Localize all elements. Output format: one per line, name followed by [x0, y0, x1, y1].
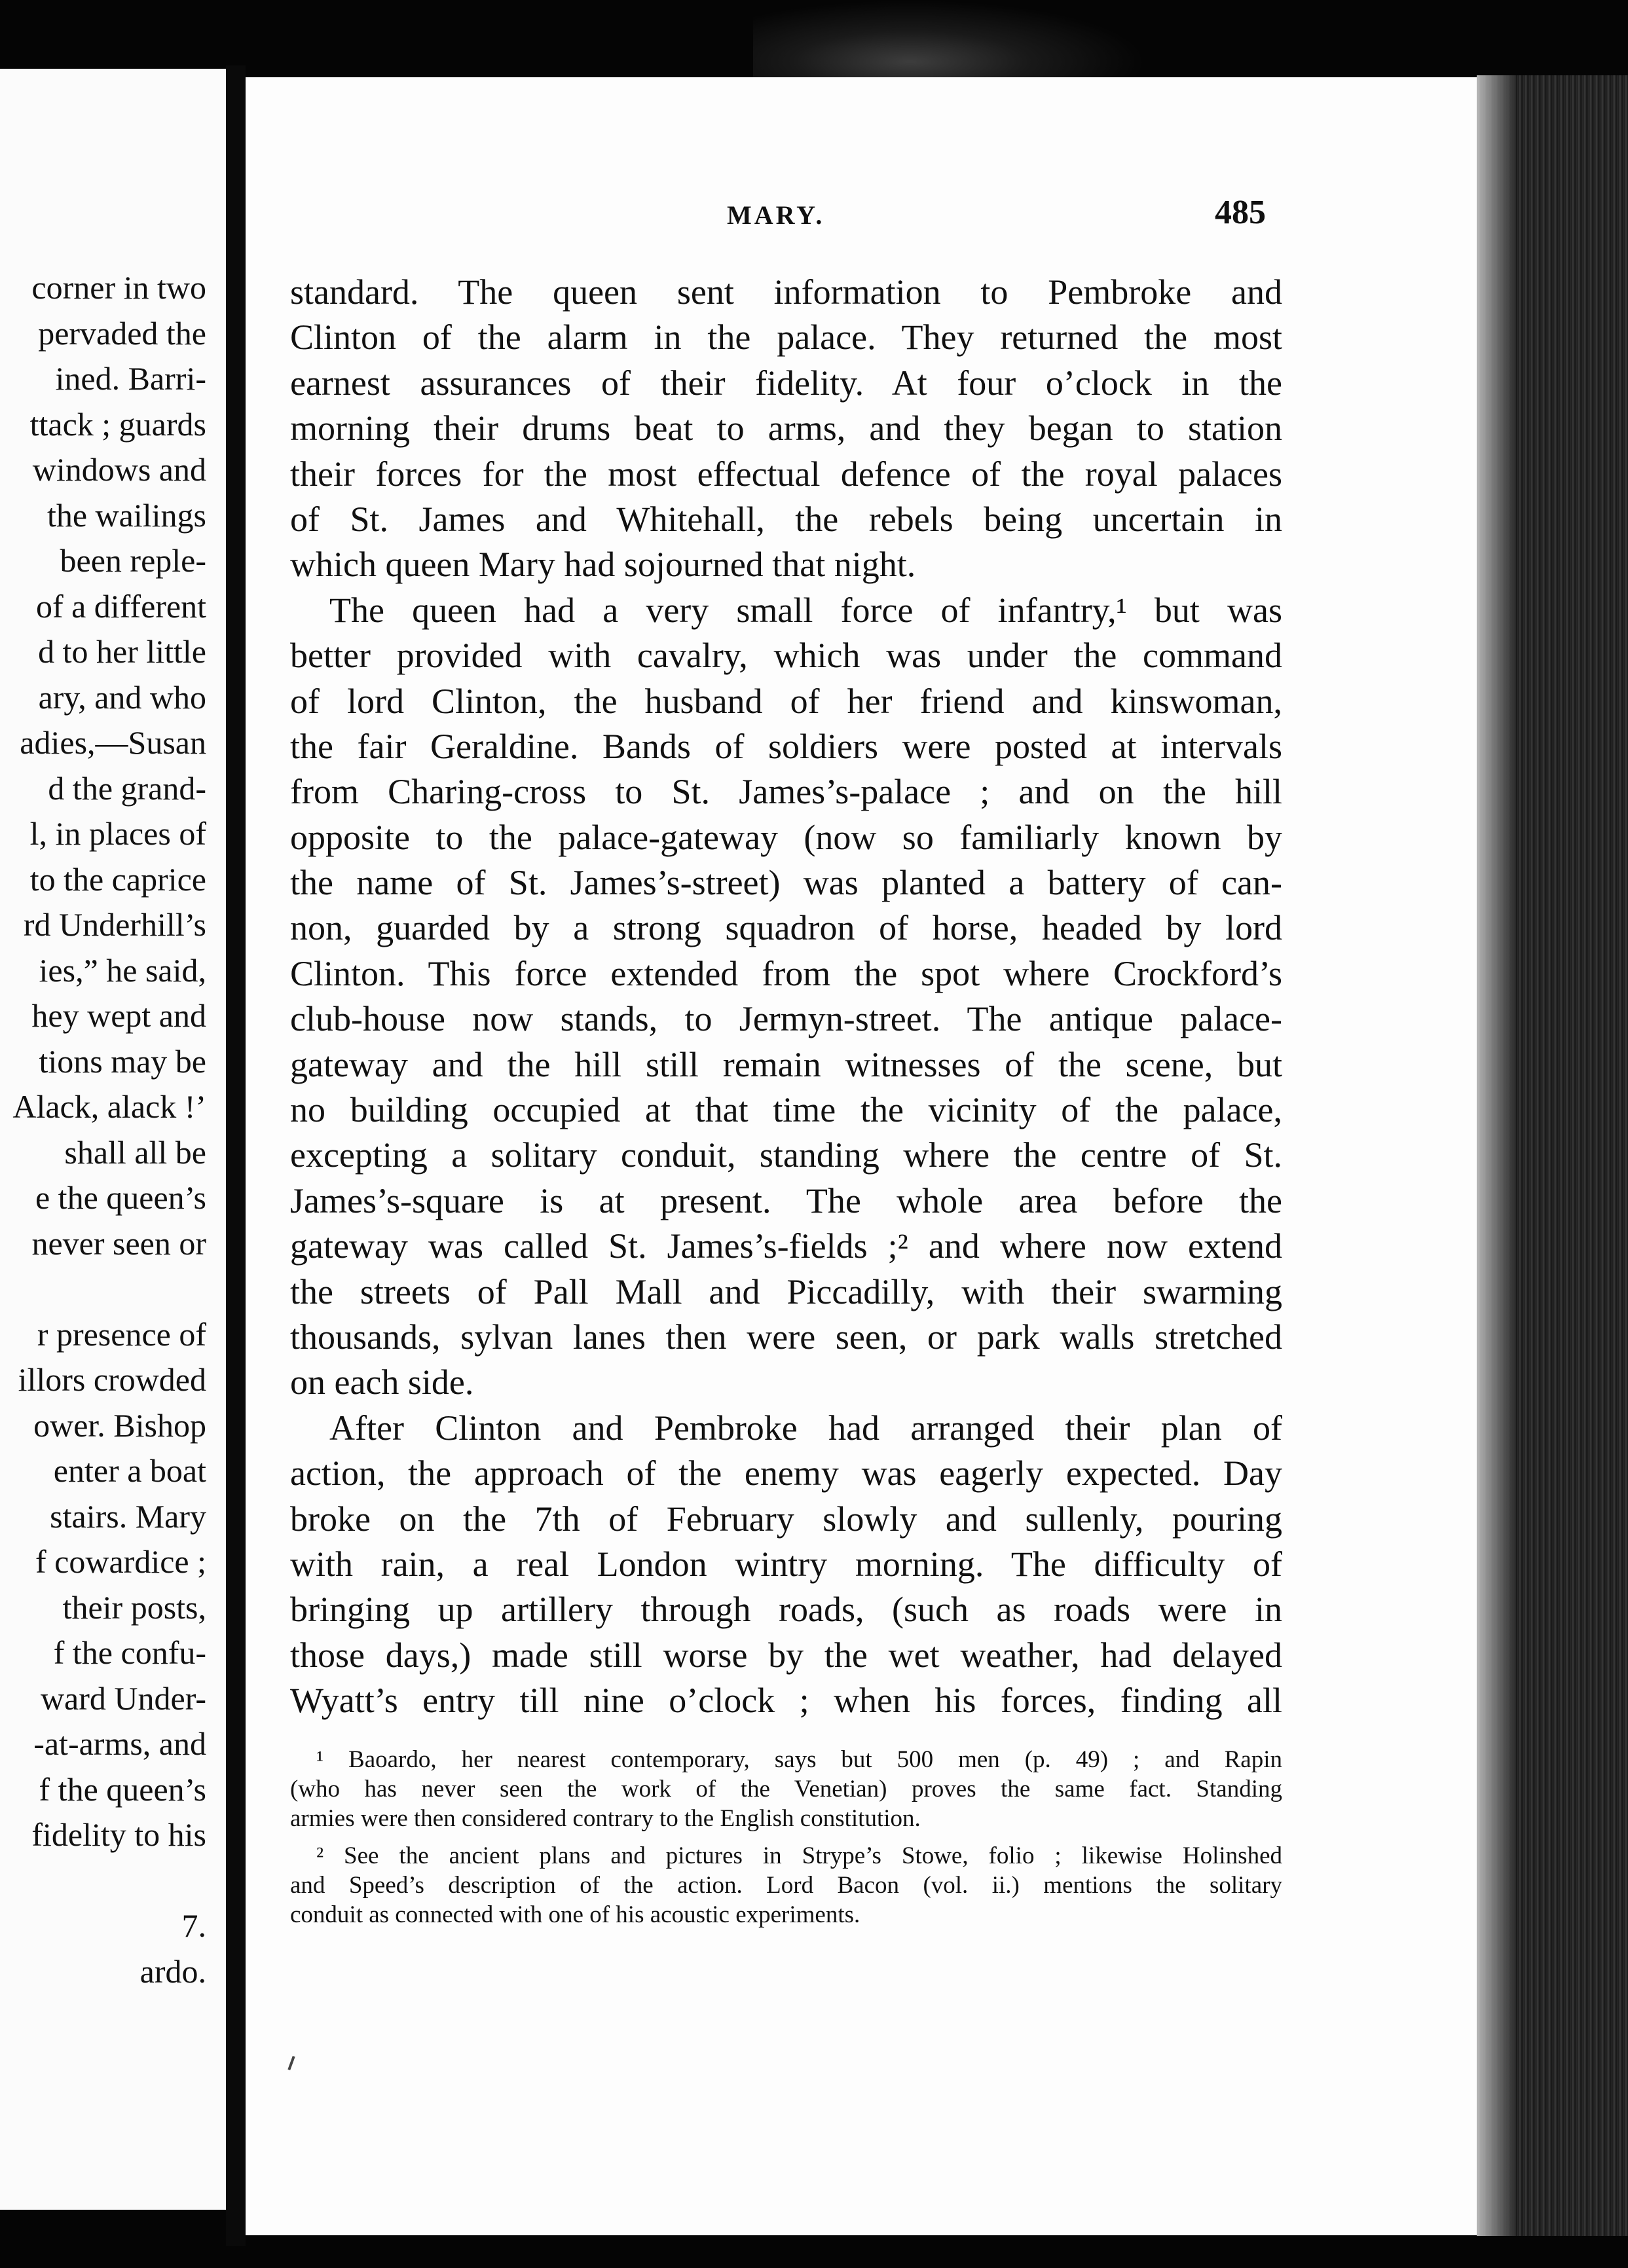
- body-line: Wyatt’s entry till nine o’clock ; when his forces, finding all: [290, 1681, 1282, 1721]
- body-text: [290, 270, 1282, 1724]
- previous-page-line: ttack ; guards: [29, 405, 206, 443]
- body-line: thousands, sylvan lanes then were seen, or park walls stretched: [290, 1317, 1282, 1357]
- previous-page-line: [0, 1858, 206, 1904]
- body-line: action, the approach of the enemy was eagerly expected. Day: [290, 1454, 1282, 1493]
- body-line: The queen had a very small force of infantry,¹ but was: [329, 590, 1282, 630]
- body-line: Clinton. This force extended from the spot where Crockford’s: [290, 953, 1282, 993]
- body-line: from Charing-cross to St. James’s-palace ; and on the hill: [290, 772, 1282, 812]
- footnote-line: conduit as connected with one of his acoustic experiments.: [290, 1901, 860, 1928]
- previous-page-line: the wailings: [46, 496, 206, 534]
- previous-page-line: 7.: [181, 1907, 206, 1944]
- body-line: After Clinton and Pembroke had arranged their plan of: [329, 1408, 1282, 1448]
- running-head: MARY.: [727, 200, 825, 230]
- previous-page-line: d the grand-: [48, 769, 206, 807]
- previous-page-line: Alack, alack !’: [12, 1088, 206, 1125]
- previous-page-line: pervaded the: [38, 314, 206, 352]
- body-line: standard. The queen sent information to Pembroke and: [290, 272, 1282, 312]
- body-line: earnest assurances of their fidelity. At four o’clock in the: [290, 363, 1282, 403]
- previous-page-line: fidelity to his: [31, 1816, 206, 1853]
- previous-page-line: their posts,: [62, 1588, 206, 1626]
- page-edges-highlight: [1477, 75, 1516, 2236]
- previous-page-line: f the queen’s: [39, 1770, 206, 1808]
- body-line: the streets of Pall Mall and Piccadilly, with their swarming: [290, 1271, 1282, 1311]
- previous-page-line: e the queen’s: [35, 1179, 206, 1216]
- footnote-line: (who has never seen the work of the Venetian) proves the same fact. Standing: [290, 1776, 1282, 1802]
- previous-page-line: to the caprice: [29, 860, 206, 898]
- previous-page-fragment: [0, 69, 226, 2210]
- previous-page-line: l, in places of: [29, 815, 206, 852]
- body-line: Clinton of the alarm in the palace. They returned the most: [290, 318, 1282, 357]
- previous-page-line: stairs. Mary: [50, 1497, 206, 1535]
- previous-page-line: enter a boat: [53, 1452, 206, 1489]
- previous-page-line: hey wept and: [31, 997, 206, 1034]
- previous-page-line: f the confu-: [53, 1634, 206, 1671]
- previous-page-line: ardo.: [139, 1952, 206, 1990]
- previous-page-line: never seen or: [31, 1224, 206, 1262]
- body-line: bringing up artillery through roads, (such as roads were in: [290, 1590, 1282, 1630]
- previous-page-line: corner in two: [31, 269, 206, 306]
- previous-page-line: of a different: [35, 587, 206, 625]
- body-line: with rain, a real London wintry morning. The difficulty of: [290, 1544, 1282, 1584]
- body-line: the fair Geraldine. Bands of soldiers were posted at intervals: [290, 726, 1282, 766]
- footnote-line: armies were then considered contrary to the English constitution.: [290, 1805, 921, 1832]
- book-gutter: [226, 65, 246, 2246]
- body-line: non, guarded by a strong squadron of horse, headed by lord: [290, 908, 1282, 948]
- previous-page-line: windows and: [32, 451, 206, 488]
- previous-page-line: [0, 1266, 206, 1312]
- previous-page-line: d to her little: [38, 633, 206, 670]
- previous-page-line: ies,” he said,: [39, 951, 206, 989]
- previous-page-line: illors crowded: [18, 1361, 206, 1398]
- body-line: their forces for the most effectual defence of the royal palaces: [290, 454, 1282, 494]
- body-line: no building occupied at that time the vicinity of the palace,: [290, 1090, 1282, 1130]
- body-line: of St. James and Whitehall, the rebels being uncertain in: [290, 499, 1282, 539]
- body-line: the name of St. James’s-street) was planted a battery of can-: [290, 863, 1282, 903]
- previous-page-line: tions may be: [39, 1042, 206, 1080]
- previous-page-line: r presence of: [37, 1315, 206, 1353]
- previous-page-line: f cowardice ;: [35, 1543, 206, 1580]
- page-number: 485: [1215, 194, 1266, 231]
- top-shadow: [753, 0, 1146, 77]
- previous-page-line: adies,—Susan: [20, 724, 206, 761]
- previous-page-line: ower. Bishop: [33, 1406, 206, 1444]
- body-line: which queen Mary had sojourned that night.: [290, 545, 916, 585]
- footnotes: [290, 1745, 1282, 1930]
- footnote-line: ¹ Baoardo, her nearest contemporary, says but 500 men (p. 49) ; and Rapin: [316, 1746, 1282, 1773]
- previous-page-text: [0, 265, 206, 1994]
- footnote-line: and Speed’s description of the action. Lord Bacon (vol. ii.) mentions the solitary: [290, 1872, 1282, 1899]
- previous-page-line: ary, and who: [38, 678, 206, 716]
- previous-page-line: shall all be: [64, 1133, 206, 1171]
- body-line: opposite to the palace-gateway (now so familiarly known by: [290, 817, 1282, 857]
- previous-page-line: -at-arms, and: [33, 1725, 206, 1762]
- body-line: gateway was called St. James’s-fields ;² and where now extend: [290, 1226, 1282, 1266]
- body-line: morning their drums beat to arms, and they began to station: [290, 409, 1282, 448]
- body-line: better provided with cavalry, which was under the command: [290, 636, 1282, 676]
- body-line: those days,) made still worse by the wet weather, had delayed: [290, 1635, 1282, 1675]
- body-line: club-house now stands, to Jermyn-street. The antique palace-: [290, 999, 1282, 1039]
- previous-page-line: ward Under-: [40, 1679, 206, 1717]
- previous-page-line: ined. Barri-: [55, 360, 206, 397]
- body-line: on each side.: [290, 1363, 474, 1402]
- footnote-line: ² See the ancient plans and pictures in Strype’s Stowe, folio ; likewise Holinshed: [316, 1842, 1282, 1869]
- body-line: James’s-square is at present. The whole area before the: [290, 1180, 1282, 1220]
- body-line: of lord Clinton, the husband of her friend and kinswoman,: [290, 681, 1282, 721]
- body-line: excepting a solitary conduit, standing where the centre of St.: [290, 1135, 1282, 1175]
- previous-page-line: been reple-: [60, 542, 206, 579]
- body-line: broke on the 7th of February slowly and sullenly, pouring: [290, 1499, 1282, 1539]
- previous-page-line: rd Underhill’s: [23, 906, 206, 943]
- body-line: gateway and the hill still remain witnesses of the scene, but: [290, 1044, 1282, 1084]
- footnote-gap: [290, 1833, 1282, 1841]
